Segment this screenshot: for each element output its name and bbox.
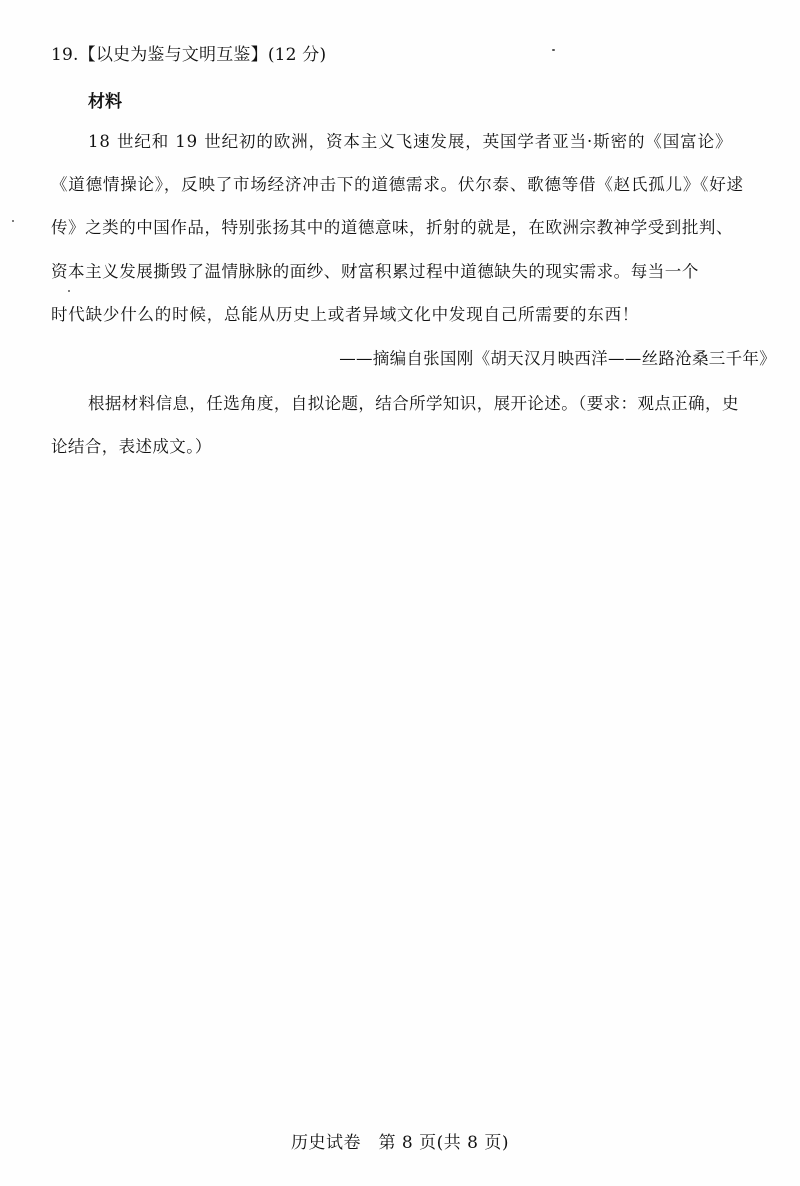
instruction-line-2: 论结合，表述成文。） <box>51 437 212 456</box>
material-line-4: 资本主义发展撕毁了温情脉脉的面纱、财富积累过程中道德缺失的现实需求。每当一个 <box>51 262 699 281</box>
page-footer: 历史试卷 第 8 页(共 8 页) <box>290 1133 509 1153</box>
question-title: 19.【以史为鉴与文明互鉴】(12 分) <box>51 45 327 65</box>
material-label: 材料 <box>88 92 122 112</box>
scan-speck <box>68 290 70 292</box>
instruction-line-1: 根据材料信息，任选角度，自拟论题，结合所学知识，展开论述。（要求：观点正确，史 <box>88 394 739 413</box>
material-source-citation: ——摘编自张国刚《胡天汉月映西洋——丝路沧桑三千年》 <box>339 349 776 368</box>
material-line-1: 18 世纪和 19 世纪初的欧洲，资本主义飞速发展，英国学者亚当·斯密的《国富论》 <box>88 132 733 151</box>
material-line-2: 《道德情操论》，反映了市场经济冲击下的道德需求。伏尔泰、歌德等借《赵氏孤儿》《好逑 <box>51 175 744 194</box>
material-line-3: 传》之类的中国作品，特别张扬其中的道德意味，折射的就是，在欧洲宗教神学受到批判、 <box>51 218 733 237</box>
scan-speck <box>552 49 555 51</box>
scan-speck <box>12 220 14 222</box>
material-line-5: 时代缺少什么的时候，总能从历史上或者异域文化中发现自己所需要的东西！ <box>51 305 640 324</box>
